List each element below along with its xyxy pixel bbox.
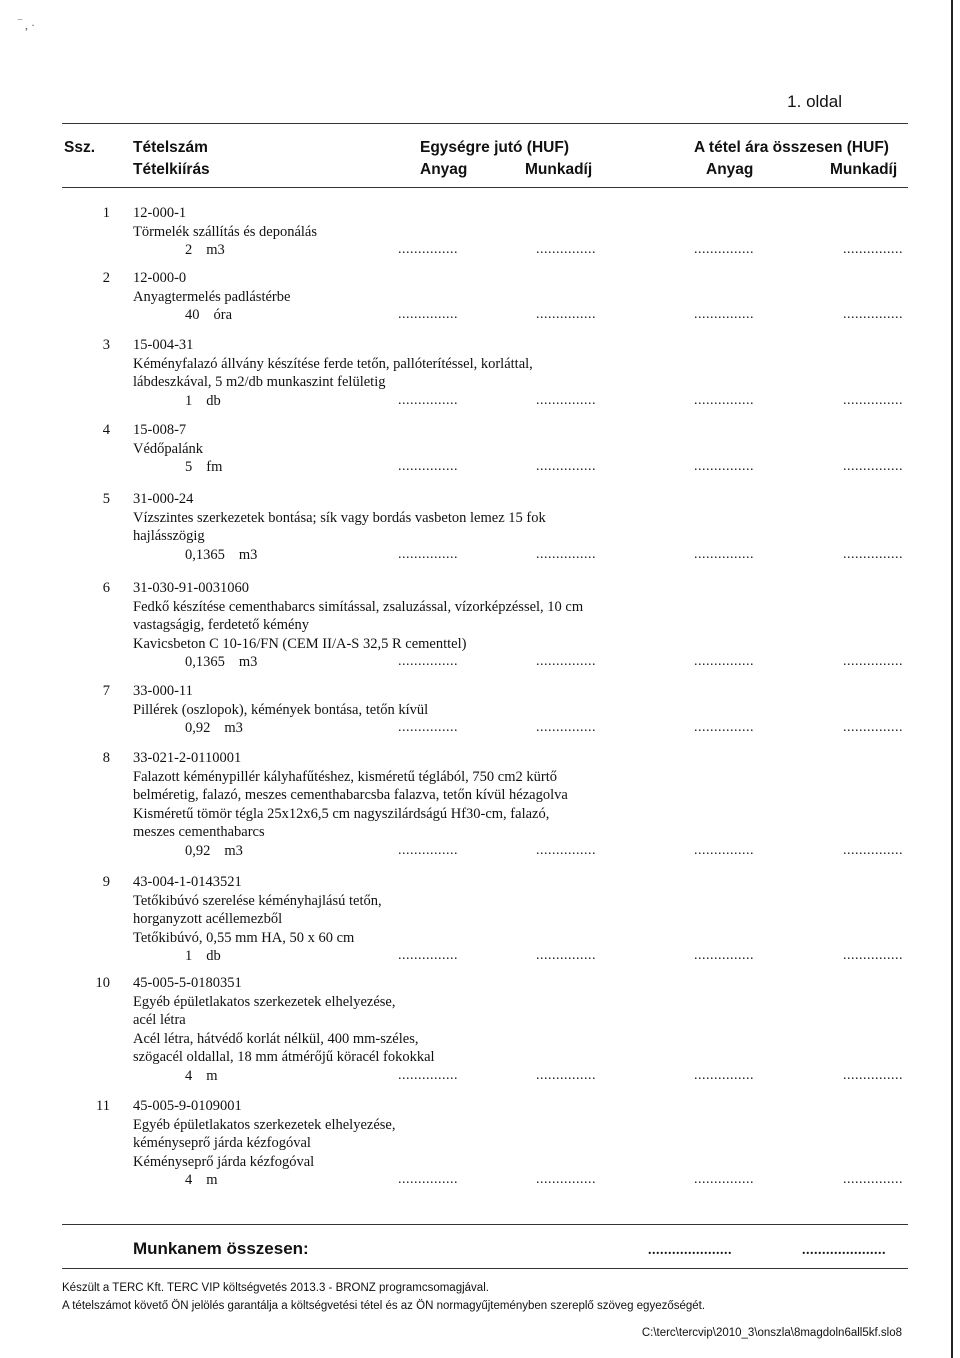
page-edge-line xyxy=(951,0,953,1358)
item-description-line: Falazott kéménypillér kályhafűtéshez, kisméretű téglából, 750 cm2 kürtő xyxy=(133,768,557,785)
item-number: 11 xyxy=(96,1098,110,1114)
header-sub-material: Anyag xyxy=(420,161,468,178)
footer-line-1: Készült a TERC Kft. TERC VIP költségvetés 2013.3 - BRONZ programcsomagjával. xyxy=(62,1282,489,1294)
item-description-line: hajlásszögig xyxy=(133,528,205,544)
item-code: 15-008-7 xyxy=(133,422,187,438)
item-description-line: lábdeszkával, 5 m2/db munkaszint felületig xyxy=(133,374,386,390)
unit-labour-value: ............... xyxy=(536,459,596,474)
item-code: 12-000-1 xyxy=(133,205,187,221)
unit-material-value: ............... xyxy=(398,720,458,735)
item-number: 7 xyxy=(102,683,110,699)
unit-labour-value: ............... xyxy=(536,842,596,858)
item-description-line: Kavicsbeton C 10-16/FN (CEM II/A-S 32,5 R cementtel) xyxy=(133,635,467,652)
item-unit: m3 xyxy=(206,242,225,258)
item-quantity: 2 xyxy=(185,242,193,258)
total-material-value: ............... xyxy=(694,720,754,735)
unit-material-value: ............... xyxy=(398,842,458,858)
total-labour-value: ............... xyxy=(843,459,903,474)
item-unit: db xyxy=(206,392,221,409)
footer-file-path: C:\terc\tercvip\2010_3\onszla\8magdoln6all5kf.slo8 xyxy=(641,1327,902,1339)
item-description-line: Törmelék szállítás és deponálás xyxy=(133,223,318,240)
unit-material-value: ............... xyxy=(398,546,458,562)
footer-rule xyxy=(62,1268,908,1269)
unit-labour-value: ............... xyxy=(536,654,596,669)
unit-material-value: ............... xyxy=(398,654,458,669)
total-labour-value: ............... xyxy=(843,546,903,562)
total-labour-value: ............... xyxy=(843,654,903,669)
total-labour-value: ............... xyxy=(843,392,903,408)
total-material-value: ............... xyxy=(694,459,754,474)
item-unit: óra xyxy=(213,307,233,323)
header-col-unit-price: Egységre jutó (HUF) xyxy=(420,139,569,156)
item-number: 1 xyxy=(102,205,110,221)
item-description-line: Tetőkibúvó szerelése kéményhajlású tetőn, xyxy=(133,892,382,909)
item-description-line: Kisméretű tömör tégla 25x12x6,5 cm nagyszilárdságú Hf30-cm, falazó, xyxy=(133,805,550,822)
total-labour-value: ............... xyxy=(843,948,903,963)
unit-labour-value: ............... xyxy=(536,392,596,408)
total-material-value: ............... xyxy=(694,1067,754,1083)
unit-material-value: ............... xyxy=(398,459,458,474)
total-material-value: ............... xyxy=(694,546,754,562)
total-labour-value: ............... xyxy=(843,242,903,257)
item-unit: m3 xyxy=(224,842,243,859)
item-number: 4 xyxy=(102,422,110,438)
item-quantity: 0,1365 xyxy=(185,654,225,670)
item-description-line: acél létra xyxy=(133,1012,186,1028)
page-number: 1. oldal xyxy=(787,92,842,111)
unit-material-value: ............... xyxy=(398,242,458,257)
item-description-line: vastagságig, ferdetető kémény xyxy=(133,617,309,633)
item-description-line: Pillérek (oszlopok), kémények bontása, tetőn kívül xyxy=(133,701,429,718)
item-description-line: Tetőkibúvó, 0,55 mm HA, 50 x 60 cm xyxy=(133,929,355,946)
item-quantity: 0,92 xyxy=(185,842,211,859)
summary-material-value: ..................... xyxy=(648,1243,732,1258)
summary-rule xyxy=(62,1224,908,1225)
item-description-line: Egyéb épületlakatos szerkezetek elhelyezése, xyxy=(133,1116,396,1133)
unit-labour-value: ............... xyxy=(536,1172,596,1187)
header-col-item-desc: Tételkiírás xyxy=(133,161,210,178)
unit-labour-value: ............... xyxy=(536,948,596,963)
header-sub-material-total: Anyag xyxy=(706,161,754,178)
summary-labour-value: ..................... xyxy=(802,1243,886,1258)
unit-labour-value: ............... xyxy=(536,546,596,562)
item-number: 2 xyxy=(102,270,110,286)
item-code: 33-000-11 xyxy=(133,683,193,699)
item-code: 12-000-0 xyxy=(133,270,187,286)
total-labour-value: ............... xyxy=(843,720,903,735)
unit-material-value: ............... xyxy=(398,307,458,322)
unit-material-value: ............... xyxy=(398,1067,458,1083)
item-description-line: Anyagtermelés padlástérbe xyxy=(133,288,291,305)
header-col-total-price: A tétel ára összesen (HUF) xyxy=(694,139,889,156)
item-number: 5 xyxy=(102,491,110,507)
header-sub-labour: Munkadíj xyxy=(525,161,593,178)
item-code: 31-030-91-0031060 xyxy=(133,580,249,596)
item-code: 45-005-9-0109001 xyxy=(133,1098,242,1114)
item-quantity: 4 xyxy=(185,1172,193,1188)
item-number: 8 xyxy=(102,750,110,766)
item-quantity: 1 xyxy=(185,948,193,964)
total-labour-value: ............... xyxy=(843,307,903,322)
item-quantity: 4 xyxy=(185,1067,193,1084)
total-material-value: ............... xyxy=(694,392,754,408)
header-sub-labour-total: Munkadíj xyxy=(830,161,898,178)
header-col-no: Ssz. xyxy=(64,139,96,156)
item-description-line: belméretig, falazó, meszes cementhabarcsba falazva, tetőn kívül hézagolva xyxy=(133,787,568,803)
unit-labour-value: ............... xyxy=(536,720,596,735)
item-description-line: Acél létra, hátvédő korlát nélkül, 400 mm-széles, xyxy=(133,1030,419,1047)
item-code: 43-004-1-0143521 xyxy=(133,874,242,890)
unit-labour-value: ............... xyxy=(536,1067,596,1083)
scan-marks: ‾ , · xyxy=(18,18,35,32)
item-unit: m xyxy=(206,1172,218,1188)
item-quantity: 1 xyxy=(185,392,193,409)
item-description-line: Kéményseprő járda kézfogóval xyxy=(133,1153,315,1170)
item-description-line: horganyzott acéllemezből xyxy=(133,911,283,927)
item-description-line: meszes cementhabarcs xyxy=(133,824,265,840)
item-description-line: kéményseprő járda kézfogóval xyxy=(133,1135,311,1151)
item-code: 31-000-24 xyxy=(133,491,194,507)
item-quantity: 5 xyxy=(185,459,193,475)
item-quantity: 0,92 xyxy=(185,720,211,736)
item-unit: m3 xyxy=(238,654,258,670)
total-material-value: ............... xyxy=(694,1172,754,1187)
item-code: 45-005-5-0180351 xyxy=(133,975,242,991)
item-code: 15-004-31 xyxy=(133,337,194,353)
total-material-value: ............... xyxy=(694,842,754,858)
total-material-value: ............... xyxy=(694,242,754,257)
item-unit: fm xyxy=(206,459,223,475)
item-unit: m3 xyxy=(238,546,258,563)
header-bottom-rule xyxy=(62,187,908,188)
item-description-line: Vízszintes szerkezetek bontása; sík vagy bordás vasbeton lemez 15 fok xyxy=(133,509,546,526)
total-labour-value: ............... xyxy=(843,1172,903,1187)
item-description-line: Egyéb épületlakatos szerkezetek elhelyezése, xyxy=(133,993,396,1010)
item-number: 9 xyxy=(102,874,110,890)
item-number: 6 xyxy=(102,580,110,596)
item-unit: db xyxy=(206,948,221,964)
total-material-value: ............... xyxy=(694,948,754,963)
total-material-value: ............... xyxy=(694,307,754,322)
item-description-line: Kéményfalazó állvány készítése ferde tetőn, pallóterítéssel, korláttal, xyxy=(133,355,533,372)
header-top-rule xyxy=(62,123,908,124)
item-quantity: 0,1365 xyxy=(185,546,225,563)
item-number: 10 xyxy=(95,975,110,991)
footer-line-2: A tételszámot követő ÖN jelölés garantálja a költségvetési tétel és az ÖN normagyűjteményben szereplő szöveg egyezőségét. xyxy=(62,1300,706,1312)
item-quantity: 40 xyxy=(185,307,200,323)
item-description-line: Fedkő készítése cementhabarcs simítással, zsaluzással, vízorképzéssel, 10 cm xyxy=(133,598,584,615)
unit-labour-value: ............... xyxy=(536,242,596,257)
item-description-line: szögacél oldallal, 18 mm átmérőjű köracél fokokkal xyxy=(133,1049,435,1065)
item-description-line: Védőpalánk xyxy=(133,440,204,457)
item-unit: m xyxy=(206,1067,218,1084)
unit-material-value: ............... xyxy=(398,1172,458,1187)
item-number: 3 xyxy=(102,337,110,353)
header-col-item-no: Tételszám xyxy=(133,139,208,156)
unit-material-value: ............... xyxy=(398,392,458,408)
total-material-value: ............... xyxy=(694,654,754,669)
unit-material-value: ............... xyxy=(398,948,458,963)
total-labour-value: ............... xyxy=(843,842,903,858)
item-code: 33-021-2-0110001 xyxy=(133,750,242,766)
summary-label: Munkanem összesen: xyxy=(133,1239,309,1258)
unit-labour-value: ............... xyxy=(536,307,596,322)
item-unit: m3 xyxy=(224,720,243,736)
total-labour-value: ............... xyxy=(843,1067,903,1083)
